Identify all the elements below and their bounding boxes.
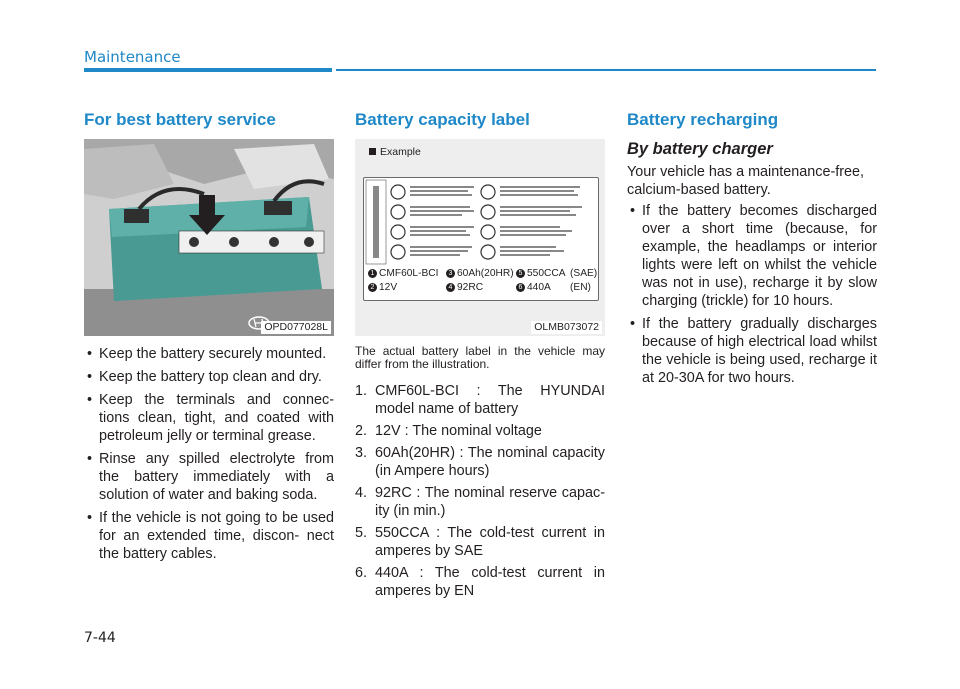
spec-cell — [516, 268, 566, 279]
column-battery-capacity-label — [355, 108, 605, 604]
label-warning-graphics — [364, 178, 598, 266]
square-icon — [369, 148, 376, 155]
list-item: 6. 440A : The cold-test current in amperes by EN — [355, 565, 605, 599]
badge-4: 4 — [446, 283, 455, 292]
spec-model: CMF60L-BCI — [379, 268, 439, 279]
list-item: 2. 12V : The nominal voltage — [355, 423, 542, 439]
spec-cell — [446, 282, 483, 293]
battery-label-figure — [355, 139, 605, 336]
badge-6: 6 — [516, 283, 525, 292]
spec-cell — [516, 282, 551, 293]
battery-service-list — [84, 345, 334, 563]
battery-illustration — [84, 139, 334, 336]
badge-1: 1 — [368, 269, 377, 278]
spec-cca: 550CCA — [527, 268, 566, 279]
spec-standard: (EN) — [570, 282, 591, 293]
list-item: 1. CMF60L-BCI : The HYUNDAI model name of battery — [355, 383, 605, 417]
list-item: 5. 550CCA : The cold-test current in amperes by SAE — [355, 525, 605, 559]
list-item: • If the vehicle is not going to be used for an extended time, discon- nect the battery cables. — [84, 509, 334, 563]
header-rule-thick — [84, 68, 332, 72]
list-item: • If the battery becomes discharged over a short time (because, for example, the headlamps or interior lights were left on whilst the vehicle was not in use), recharge it by slow charging (trickle) for 10 hours. — [627, 202, 877, 310]
badge-3: 3 — [446, 269, 455, 278]
recharging-list — [627, 202, 877, 387]
label-definitions-list — [355, 382, 605, 600]
spec-en: 440A — [527, 282, 551, 293]
battery-label-card — [363, 177, 599, 301]
list-item: 4. 92RC : The nominal reserve capac- ity (in min.) — [355, 485, 605, 519]
column-battery-recharging — [627, 108, 877, 392]
figure-code: OPD077028L — [261, 321, 331, 334]
list-item: • Keep the battery top clean and dry. — [84, 368, 334, 386]
list-item: 3. 60Ah(20HR) : The nominal capacity (in Ampere hours) — [355, 445, 605, 479]
figure-code: OLMB073072 — [531, 321, 602, 334]
spec-cell — [446, 268, 514, 279]
spec-standard: (SAE) — [570, 268, 598, 279]
label-note: The actual battery label in the vehicle may differ from the illustration. — [355, 344, 605, 371]
header-rule-thin — [336, 69, 876, 71]
list-item: • If the battery gradually discharges because of high electrical load whilst the vehicle is being used, recharge it at 20-30A for two hours. — [627, 315, 877, 387]
spec-cell — [368, 268, 438, 279]
heading-battery-capacity-label: Battery capacity label — [355, 110, 530, 129]
spec-voltage: 12V — [379, 282, 398, 293]
spec-capacity: 60Ah(20HR) — [457, 268, 514, 279]
spec-cell — [368, 282, 397, 293]
list-item: • Keep the terminals and connec- tions clean, tight, and coated with petroleum jelly or terminal grease. — [84, 391, 334, 445]
badge-2: 2 — [368, 283, 377, 292]
badge-5: 5 — [516, 269, 525, 278]
battery-photo — [84, 139, 334, 336]
subheading-battery-charger: By battery charger — [627, 140, 773, 158]
example-tag — [369, 146, 421, 158]
spec-rc: 92RC — [457, 282, 484, 293]
heading-battery-recharging: Battery recharging — [627, 110, 779, 129]
section-label: Maintenance — [84, 48, 181, 66]
list-item: • Keep the battery securely mounted. — [84, 345, 334, 363]
column-best-battery-service — [84, 108, 334, 568]
page-number: 7-44 — [84, 630, 116, 646]
list-item: • Rinse any spilled electrolyte from the battery immediately with a solution of water and baking soda. — [84, 450, 334, 504]
example-label: Example — [380, 146, 421, 158]
recharging-intro: Your vehicle has a maintenance-free, calcium-based battery. — [627, 164, 865, 198]
heading-best-battery-service: For best battery service — [84, 110, 276, 129]
